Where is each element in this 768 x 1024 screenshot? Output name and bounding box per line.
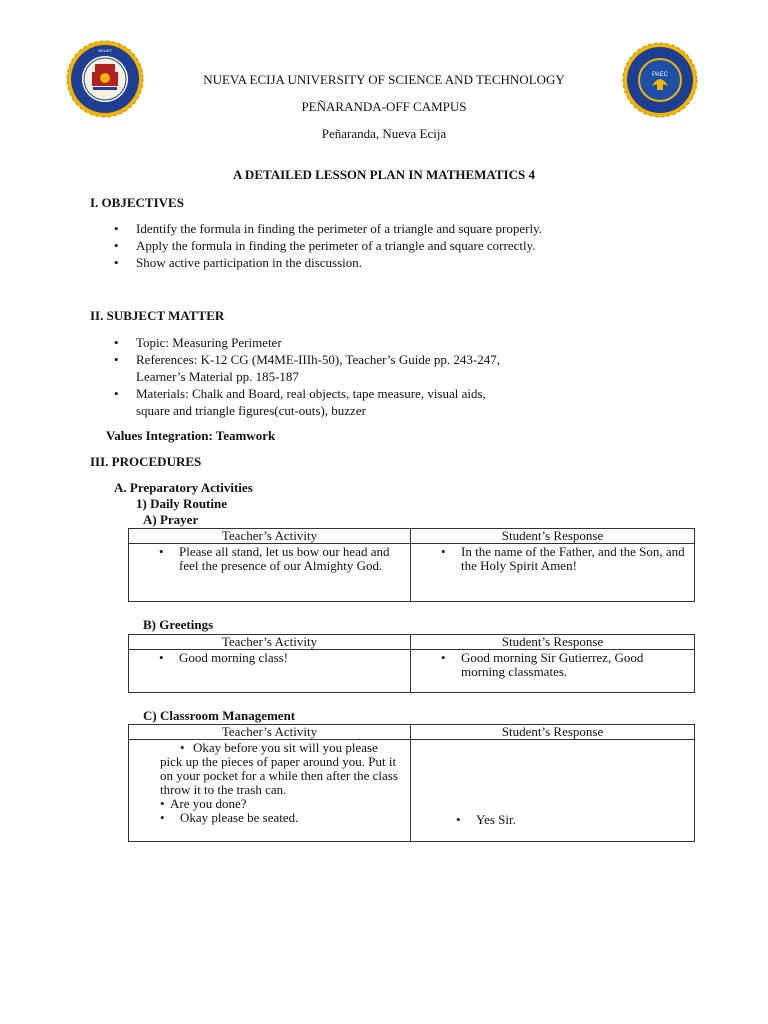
student-response-header: Student’s Response [411,635,695,650]
campus-location: Peñaranda, Nueva Ecija [321,126,447,141]
topic-item: • Topic: Measuring Perimeter [111,334,671,351]
materials-line-2: square and triangle figures(cut-outs), buzzer [136,403,366,418]
objectives-list [111,220,671,271]
student-response-header: Student’s Response [411,725,695,740]
teacher-activity-header: Teacher’s Activity [129,725,411,740]
prayer-teacher-text: • Please all stand, let us bow our head and feel the presence of our Almighty God. [129,545,410,573]
greetings-student-text: • Good morning Sir Gutierrez, Good morning classmates. [411,651,694,679]
objective-item: • Show active participation in the discussion. [111,254,671,271]
references-line-1: References: K-12 CG (M4ME-IIIh-50), Teacher’s Guide pp. 243-247, [136,352,500,367]
classroom-teacher-question: • Are you done? [160,796,247,811]
preparatory-activities-heading: A. Preparatory Activities [114,480,253,495]
logo-badge-text: PAEC [652,72,668,78]
classroom-teacher-cell [129,740,411,842]
svg-text:NEUST: NEUST [98,48,112,53]
objective-item: • Apply the formula in finding the perimeter of a triangle and square correctly. [111,237,671,254]
references-line-2: Learner’s Material pp. 185-187 [136,369,299,384]
classroom-management-table [128,724,695,842]
prayer-student-text: • In the name of the Father, and the Son, and the Holy Spirit Amen! [411,545,694,573]
teacher-activity-header: Teacher’s Activity [129,635,411,650]
classroom-student-cell [411,740,695,842]
values-integration: Values Integration: Teamwork [106,428,276,443]
daily-routine-heading: 1) Daily Routine [136,496,227,511]
greetings-teacher-cell [129,650,411,693]
prayer-student-cell [411,544,695,602]
greetings-table [128,634,695,693]
procedures-heading: III. PROCEDURES [90,454,202,469]
objectives-heading: I. OBJECTIVES [90,195,184,210]
subject-matter-heading: II. SUBJECT MATTER [90,308,225,323]
materials-item [111,385,671,419]
prayer-table [128,528,695,602]
references-item [111,351,671,385]
prayer-heading: A) Prayer [143,512,199,527]
greetings-heading: B) Greetings [143,617,214,632]
classroom-teacher-text-1: Okay before you sit will you please pick up the pieces of paper around you. Put it on your pocket for a while then after the class throw it to the trash can. [160,740,398,797]
document-title: A DETAILED LESSON PLAN IN MATHEMATICS 4 [233,167,535,182]
classroom-teacher-text-3: Okay please be seated. [180,810,299,825]
objective-item: • Identify the formula in finding the perimeter of a triangle and square properly. [111,220,671,237]
teacher-activity-header: Teacher’s Activity [129,529,411,544]
prayer-teacher-cell [129,544,411,602]
university-name: NUEVA ECIJA UNIVERSITY OF SCIENCE AND TECHNOLOGY [203,72,565,87]
classroom-student-text: • Yes Sir. [426,813,694,827]
materials-line-1: Materials: Chalk and Board, real objects, tape measure, visual aids, [136,386,486,401]
classroom-teacher-seat: • Okay please be seated. [160,810,299,825]
subject-matter-list [111,334,671,419]
classroom-teacher-text-2: Are you done? [170,796,247,811]
student-response-header: Student’s Response [411,529,695,544]
campus-name: PEÑARANDA-OFF CAMPUS [301,99,467,114]
classroom-teacher-instruction: • Okay before you sit will you please pick up the pieces of paper around you. Put it on your pocket for a while then after the class throw it to the trash can. [160,740,398,797]
classroom-management-heading: C) Classroom Management [143,708,296,723]
greetings-teacher-text: • Good morning class! [129,651,410,665]
greetings-student-cell [411,650,695,693]
